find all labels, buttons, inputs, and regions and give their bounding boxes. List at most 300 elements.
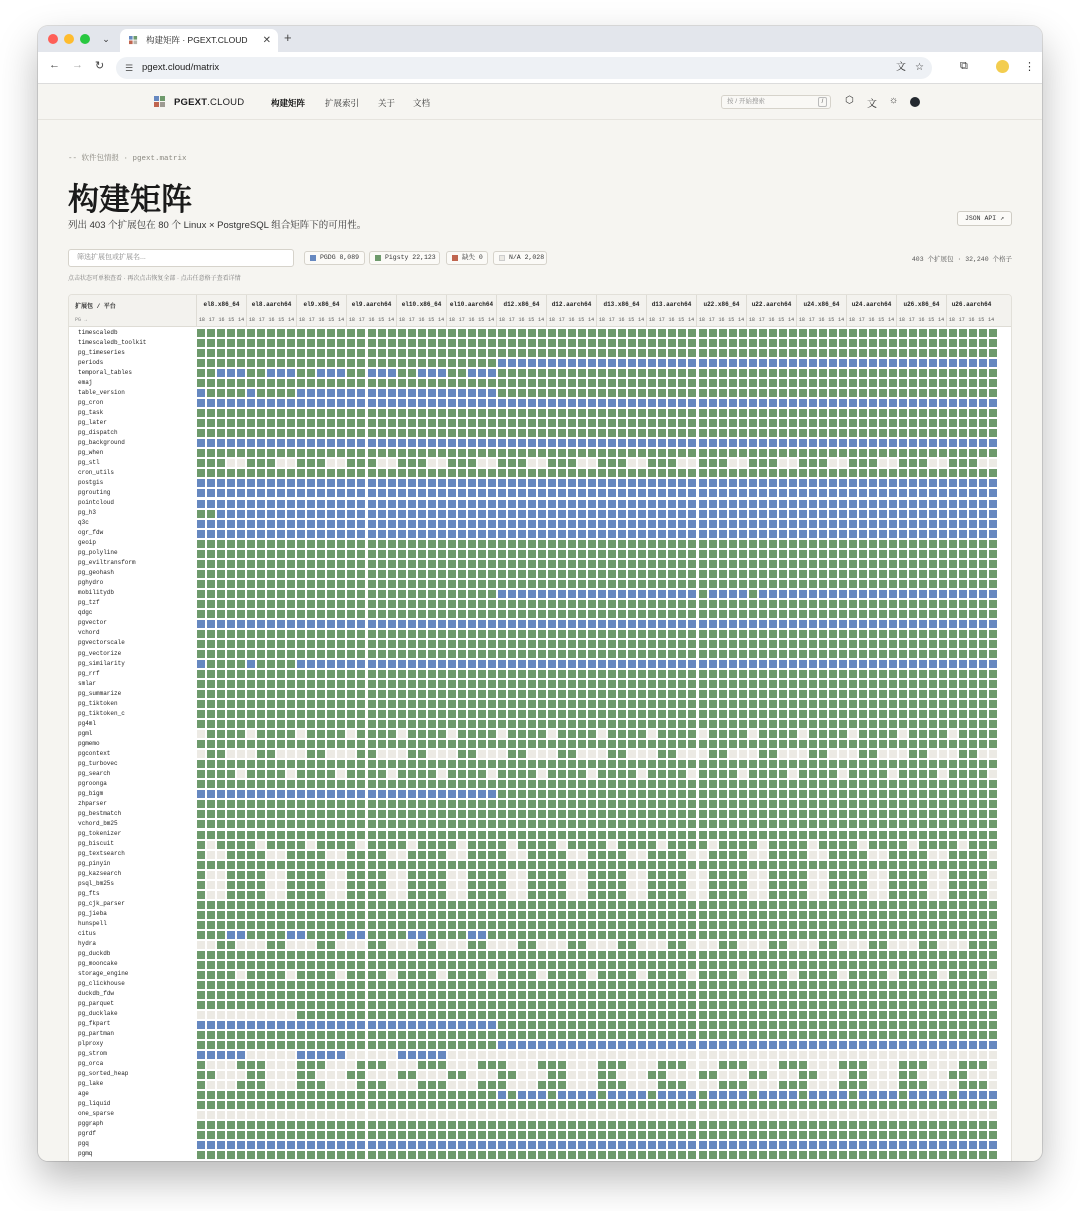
matrix-cell[interactable]	[367, 609, 377, 619]
matrix-cell[interactable]	[758, 819, 768, 829]
matrix-cell[interactable]	[758, 599, 768, 609]
matrix-cell[interactable]	[848, 358, 858, 368]
matrix-cell[interactable]	[196, 478, 206, 488]
matrix-cell[interactable]	[437, 398, 447, 408]
matrix-cell[interactable]	[928, 589, 938, 599]
matrix-cell[interactable]	[778, 438, 788, 448]
matrix-cell[interactable]	[738, 629, 748, 639]
matrix-cell[interactable]	[607, 589, 617, 599]
matrix-cell[interactable]	[647, 368, 657, 378]
matrix-cell[interactable]	[848, 509, 858, 519]
matrix-cell[interactable]	[367, 549, 377, 559]
matrix-cell[interactable]	[948, 819, 958, 829]
matrix-cell[interactable]	[988, 509, 998, 519]
matrix-cell[interactable]	[708, 850, 718, 860]
matrix-cell[interactable]	[306, 388, 316, 398]
matrix-cell[interactable]	[387, 669, 397, 679]
matrix-cell[interactable]	[356, 679, 366, 689]
matrix-cell[interactable]	[838, 358, 848, 368]
matrix-cell[interactable]	[647, 458, 657, 468]
matrix-cell[interactable]	[356, 699, 366, 709]
matrix-cell[interactable]	[728, 769, 738, 779]
matrix-cell[interactable]	[828, 860, 838, 870]
matrix-cell[interactable]	[286, 649, 296, 659]
matrix-cell[interactable]	[988, 388, 998, 398]
matrix-cell[interactable]	[427, 478, 437, 488]
matrix-cell[interactable]	[988, 549, 998, 559]
matrix-cell[interactable]	[908, 358, 918, 368]
matrix-cell[interactable]	[647, 739, 657, 749]
matrix-cell[interactable]	[367, 428, 377, 438]
matrix-cell[interactable]	[527, 418, 537, 428]
matrix-cell[interactable]	[978, 649, 988, 659]
matrix-cell[interactable]	[206, 438, 216, 448]
matrix-cell[interactable]	[467, 709, 477, 719]
matrix-cell[interactable]	[417, 830, 427, 840]
matrix-cell[interactable]	[447, 388, 457, 398]
matrix-cell[interactable]	[938, 398, 948, 408]
matrix-cell[interactable]	[507, 599, 517, 609]
matrix-cell[interactable]	[306, 850, 316, 860]
matrix-cell[interactable]	[938, 669, 948, 679]
matrix-cell[interactable]	[698, 860, 708, 870]
matrix-cell[interactable]	[667, 759, 677, 769]
extension-row-name[interactable]: pointcloud	[78, 499, 115, 507]
matrix-cell[interactable]	[908, 679, 918, 689]
matrix-cell[interactable]	[427, 579, 437, 589]
matrix-cell[interactable]	[958, 739, 968, 749]
matrix-cell[interactable]	[948, 850, 958, 860]
matrix-cell[interactable]	[918, 850, 928, 860]
matrix-cell[interactable]	[968, 519, 978, 529]
matrix-cell[interactable]	[306, 599, 316, 609]
matrix-cell[interactable]	[306, 840, 316, 850]
matrix-cell[interactable]	[718, 559, 728, 569]
matrix-cell[interactable]	[597, 589, 607, 599]
matrix-cell[interactable]	[246, 689, 256, 699]
matrix-cell[interactable]	[627, 900, 637, 910]
matrix-cell[interactable]	[627, 378, 637, 388]
matrix-cell[interactable]	[748, 779, 758, 789]
matrix-cell[interactable]	[898, 559, 908, 569]
matrix-cell[interactable]	[427, 338, 437, 348]
matrix-cell[interactable]	[336, 428, 346, 438]
matrix-cell[interactable]	[948, 809, 958, 819]
extension-filter-input[interactable]	[68, 249, 294, 267]
matrix-cell[interactable]	[878, 378, 888, 388]
matrix-cell[interactable]	[437, 639, 447, 649]
matrix-cell[interactable]	[447, 769, 457, 779]
matrix-cell[interactable]	[286, 739, 296, 749]
matrix-cell[interactable]	[738, 619, 748, 629]
matrix-cell[interactable]	[988, 559, 998, 569]
matrix-cell[interactable]	[587, 769, 597, 779]
matrix-cell[interactable]	[978, 388, 988, 398]
matrix-cell[interactable]	[808, 860, 818, 870]
matrix-cell[interactable]	[818, 428, 828, 438]
matrix-cell[interactable]	[858, 338, 868, 348]
matrix-cell[interactable]	[236, 819, 246, 829]
matrix-cell[interactable]	[748, 649, 758, 659]
matrix-cell[interactable]	[808, 549, 818, 559]
matrix-cell[interactable]	[617, 488, 627, 498]
matrix-cell[interactable]	[567, 368, 577, 378]
matrix-cell[interactable]	[838, 559, 848, 569]
matrix-cell[interactable]	[256, 428, 266, 438]
matrix-cell[interactable]	[738, 348, 748, 358]
matrix-cell[interactable]	[377, 880, 387, 890]
matrix-cell[interactable]	[888, 549, 898, 559]
matrix-cell[interactable]	[407, 438, 417, 448]
matrix-cell[interactable]	[356, 348, 366, 358]
matrix-cell[interactable]	[768, 779, 778, 789]
matrix-cell[interactable]	[336, 468, 346, 478]
matrix-cell[interactable]	[326, 418, 336, 428]
matrix-cell[interactable]	[768, 709, 778, 719]
matrix-cell[interactable]	[517, 438, 527, 448]
matrix-cell[interactable]	[507, 689, 517, 699]
matrix-cell[interactable]	[537, 378, 547, 388]
matrix-cell[interactable]	[216, 799, 226, 809]
matrix-cell[interactable]	[497, 629, 507, 639]
matrix-cell[interactable]	[748, 499, 758, 509]
matrix-cell[interactable]	[447, 609, 457, 619]
matrix-cell[interactable]	[627, 830, 637, 840]
matrix-cell[interactable]	[818, 659, 828, 669]
matrix-cell[interactable]	[958, 779, 968, 789]
matrix-cell[interactable]	[527, 458, 537, 468]
matrix-cell[interactable]	[467, 749, 477, 759]
matrix-cell[interactable]	[657, 900, 667, 910]
matrix-cell[interactable]	[326, 870, 336, 880]
matrix-cell[interactable]	[226, 779, 236, 789]
matrix-cell[interactable]	[938, 478, 948, 488]
matrix-cell[interactable]	[828, 438, 838, 448]
matrix-cell[interactable]	[567, 378, 577, 388]
matrix-cell[interactable]	[587, 609, 597, 619]
matrix-cell[interactable]	[387, 860, 397, 870]
matrix-cell[interactable]	[587, 378, 597, 388]
matrix-cell[interactable]	[948, 900, 958, 910]
matrix-cell[interactable]	[978, 408, 988, 418]
matrix-cell[interactable]	[226, 348, 236, 358]
matrix-cell[interactable]	[667, 488, 677, 498]
matrix-cell[interactable]	[687, 609, 697, 619]
matrix-cell[interactable]	[437, 338, 447, 348]
matrix-cell[interactable]	[637, 639, 647, 649]
matrix-cell[interactable]	[958, 579, 968, 589]
matrix-cell[interactable]	[808, 488, 818, 498]
matrix-cell[interactable]	[898, 358, 908, 368]
matrix-cell[interactable]	[397, 639, 407, 649]
matrix-cell[interactable]	[948, 338, 958, 348]
matrix-cell[interactable]	[577, 488, 587, 498]
matrix-cell[interactable]	[547, 709, 557, 719]
matrix-cell[interactable]	[657, 749, 667, 759]
matrix-cell[interactable]	[808, 458, 818, 468]
matrix-cell[interactable]	[387, 418, 397, 428]
matrix-cell[interactable]	[377, 629, 387, 639]
matrix-cell[interactable]	[306, 910, 316, 920]
matrix-cell[interactable]	[858, 819, 868, 829]
matrix-cell[interactable]	[627, 448, 637, 458]
matrix-cell[interactable]	[316, 358, 326, 368]
matrix-cell[interactable]	[417, 759, 427, 769]
matrix-cell[interactable]	[738, 338, 748, 348]
matrix-cell[interactable]	[818, 799, 828, 809]
matrix-cell[interactable]	[988, 729, 998, 739]
matrix-cell[interactable]	[286, 328, 296, 338]
matrix-cell[interactable]	[447, 669, 457, 679]
matrix-cell[interactable]	[808, 639, 818, 649]
matrix-cell[interactable]	[687, 850, 697, 860]
matrix-cell[interactable]	[497, 478, 507, 488]
matrix-cell[interactable]	[346, 438, 356, 448]
matrix-cell[interactable]	[968, 840, 978, 850]
matrix-cell[interactable]	[828, 338, 838, 348]
matrix-cell[interactable]	[296, 368, 306, 378]
matrix-cell[interactable]	[968, 870, 978, 880]
matrix-cell[interactable]	[226, 328, 236, 338]
matrix-cell[interactable]	[226, 709, 236, 719]
matrix-cell[interactable]	[397, 860, 407, 870]
matrix-cell[interactable]	[276, 729, 286, 739]
matrix-cell[interactable]	[296, 529, 306, 539]
matrix-cell[interactable]	[206, 830, 216, 840]
matrix-cell[interactable]	[798, 709, 808, 719]
matrix-cell[interactable]	[427, 819, 437, 829]
matrix-cell[interactable]	[326, 910, 336, 920]
matrix-cell[interactable]	[447, 619, 457, 629]
matrix-cell[interactable]	[326, 689, 336, 699]
matrix-cell[interactable]	[918, 649, 928, 659]
matrix-cell[interactable]	[296, 870, 306, 880]
matrix-cell[interactable]	[828, 850, 838, 860]
matrix-cell[interactable]	[698, 809, 708, 819]
matrix-cell[interactable]	[226, 769, 236, 779]
matrix-cell[interactable]	[346, 880, 356, 890]
matrix-cell[interactable]	[407, 488, 417, 498]
matrix-cell[interactable]	[567, 539, 577, 549]
matrix-cell[interactable]	[387, 368, 397, 378]
matrix-cell[interactable]	[346, 900, 356, 910]
matrix-cell[interactable]	[758, 448, 768, 458]
matrix-cell[interactable]	[878, 358, 888, 368]
matrix-cell[interactable]	[687, 368, 697, 378]
matrix-cell[interactable]	[698, 328, 708, 338]
matrix-cell[interactable]	[968, 789, 978, 799]
matrix-cell[interactable]	[878, 408, 888, 418]
matrix-cell[interactable]	[607, 478, 617, 488]
matrix-cell[interactable]	[577, 509, 587, 519]
matrix-cell[interactable]	[367, 499, 377, 509]
matrix-cell[interactable]	[587, 709, 597, 719]
matrix-cell[interactable]	[828, 529, 838, 539]
matrix-cell[interactable]	[547, 819, 557, 829]
matrix-cell[interactable]	[838, 679, 848, 689]
matrix-cell[interactable]	[888, 378, 898, 388]
matrix-cell[interactable]	[698, 549, 708, 559]
matrix-cell[interactable]	[216, 338, 226, 348]
matrix-cell[interactable]	[647, 890, 657, 900]
matrix-cell[interactable]	[597, 799, 607, 809]
matrix-cell[interactable]	[226, 589, 236, 599]
matrix-cell[interactable]	[647, 338, 657, 348]
extension-row-name[interactable]: pgmemo	[78, 739, 100, 747]
matrix-cell[interactable]	[537, 478, 547, 488]
matrix-cell[interactable]	[728, 870, 738, 880]
matrix-cell[interactable]	[808, 900, 818, 910]
matrix-cell[interactable]	[407, 559, 417, 569]
matrix-cell[interactable]	[687, 840, 697, 850]
matrix-cell[interactable]	[487, 509, 497, 519]
matrix-cell[interactable]	[928, 458, 938, 468]
matrix-cell[interactable]	[547, 428, 557, 438]
matrix-cell[interactable]	[326, 559, 336, 569]
matrix-cell[interactable]	[888, 799, 898, 809]
matrix-cell[interactable]	[196, 509, 206, 519]
matrix-cell[interactable]	[206, 850, 216, 860]
matrix-cell[interactable]	[888, 860, 898, 870]
matrix-cell[interactable]	[978, 779, 988, 789]
matrix-cell[interactable]	[958, 840, 968, 850]
matrix-cell[interactable]	[838, 769, 848, 779]
matrix-cell[interactable]	[256, 488, 266, 498]
matrix-cell[interactable]	[387, 398, 397, 408]
matrix-cell[interactable]	[487, 729, 497, 739]
matrix-cell[interactable]	[356, 809, 366, 819]
matrix-cell[interactable]	[567, 840, 577, 850]
matrix-cell[interactable]	[547, 599, 557, 609]
matrix-cell[interactable]	[657, 458, 667, 468]
matrix-cell[interactable]	[607, 739, 617, 749]
matrix-cell[interactable]	[557, 388, 567, 398]
matrix-cell[interactable]	[728, 629, 738, 639]
matrix-cell[interactable]	[567, 458, 577, 468]
matrix-cell[interactable]	[557, 809, 567, 819]
matrix-cell[interactable]	[748, 579, 758, 589]
matrix-cell[interactable]	[367, 378, 377, 388]
matrix-cell[interactable]	[336, 569, 346, 579]
matrix-cell[interactable]	[828, 418, 838, 428]
matrix-cell[interactable]	[567, 729, 577, 739]
matrix-cell[interactable]	[647, 418, 657, 428]
matrix-cell[interactable]	[838, 368, 848, 378]
matrix-cell[interactable]	[888, 368, 898, 378]
matrix-cell[interactable]	[858, 749, 868, 759]
matrix-cell[interactable]	[527, 769, 537, 779]
matrix-cell[interactable]	[557, 579, 567, 589]
matrix-cell[interactable]	[276, 669, 286, 679]
matrix-cell[interactable]	[918, 448, 928, 458]
matrix-cell[interactable]	[256, 619, 266, 629]
matrix-cell[interactable]	[417, 438, 427, 448]
matrix-cell[interactable]	[387, 769, 397, 779]
matrix-cell[interactable]	[768, 488, 778, 498]
matrix-cell[interactable]	[818, 699, 828, 709]
matrix-cell[interactable]	[527, 428, 537, 438]
matrix-cell[interactable]	[196, 539, 206, 549]
matrix-cell[interactable]	[818, 398, 828, 408]
matrix-cell[interactable]	[647, 488, 657, 498]
matrix-cell[interactable]	[517, 509, 527, 519]
matrix-cell[interactable]	[377, 649, 387, 659]
matrix-cell[interactable]	[296, 458, 306, 468]
matrix-cell[interactable]	[206, 819, 216, 829]
matrix-cell[interactable]	[818, 539, 828, 549]
matrix-cell[interactable]	[667, 679, 677, 689]
matrix-cell[interactable]	[577, 629, 587, 639]
matrix-cell[interactable]	[326, 840, 336, 850]
matrix-cell[interactable]	[296, 348, 306, 358]
matrix-cell[interactable]	[266, 448, 276, 458]
matrix-cell[interactable]	[557, 880, 567, 890]
matrix-cell[interactable]	[978, 809, 988, 819]
matrix-cell[interactable]	[417, 619, 427, 629]
matrix-cell[interactable]	[256, 870, 266, 880]
matrix-cell[interactable]	[708, 890, 718, 900]
matrix-cell[interactable]	[918, 639, 928, 649]
matrix-cell[interactable]	[748, 358, 758, 368]
matrix-cell[interactable]	[758, 609, 768, 619]
matrix-cell[interactable]	[627, 870, 637, 880]
matrix-cell[interactable]	[497, 769, 507, 779]
matrix-cell[interactable]	[828, 749, 838, 759]
matrix-cell[interactable]	[978, 759, 988, 769]
matrix-cell[interactable]	[748, 559, 758, 569]
matrix-cell[interactable]	[336, 819, 346, 829]
matrix-cell[interactable]	[878, 549, 888, 559]
matrix-cell[interactable]	[898, 649, 908, 659]
matrix-cell[interactable]	[898, 850, 908, 860]
matrix-cell[interactable]	[477, 609, 487, 619]
matrix-cell[interactable]	[206, 910, 216, 920]
matrix-cell[interactable]	[718, 398, 728, 408]
matrix-cell[interactable]	[788, 880, 798, 890]
matrix-cell[interactable]	[968, 388, 978, 398]
matrix-cell[interactable]	[758, 840, 768, 850]
matrix-cell[interactable]	[647, 880, 657, 890]
matrix-cell[interactable]	[858, 809, 868, 819]
matrix-cell[interactable]	[567, 689, 577, 699]
matrix-cell[interactable]	[647, 408, 657, 418]
matrix-cell[interactable]	[497, 619, 507, 629]
matrix-cell[interactable]	[928, 438, 938, 448]
matrix-cell[interactable]	[286, 749, 296, 759]
matrix-cell[interactable]	[557, 629, 567, 639]
matrix-cell[interactable]	[808, 719, 818, 729]
matrix-cell[interactable]	[457, 659, 467, 669]
matrix-cell[interactable]	[868, 659, 878, 669]
matrix-cell[interactable]	[467, 569, 477, 579]
matrix-cell[interactable]	[908, 860, 918, 870]
matrix-cell[interactable]	[507, 629, 517, 639]
matrix-cell[interactable]	[738, 870, 748, 880]
matrix-cell[interactable]	[918, 910, 928, 920]
matrix-cell[interactable]	[898, 679, 908, 689]
matrix-cell[interactable]	[507, 609, 517, 619]
matrix-cell[interactable]	[256, 418, 266, 428]
matrix-cell[interactable]	[276, 840, 286, 850]
matrix-cell[interactable]	[848, 840, 858, 850]
matrix-cell[interactable]	[316, 549, 326, 559]
matrix-cell[interactable]	[497, 388, 507, 398]
matrix-cell[interactable]	[607, 659, 617, 669]
matrix-cell[interactable]	[286, 759, 296, 769]
matrix-cell[interactable]	[637, 749, 647, 759]
matrix-cell[interactable]	[377, 458, 387, 468]
matrix-cell[interactable]	[718, 659, 728, 669]
